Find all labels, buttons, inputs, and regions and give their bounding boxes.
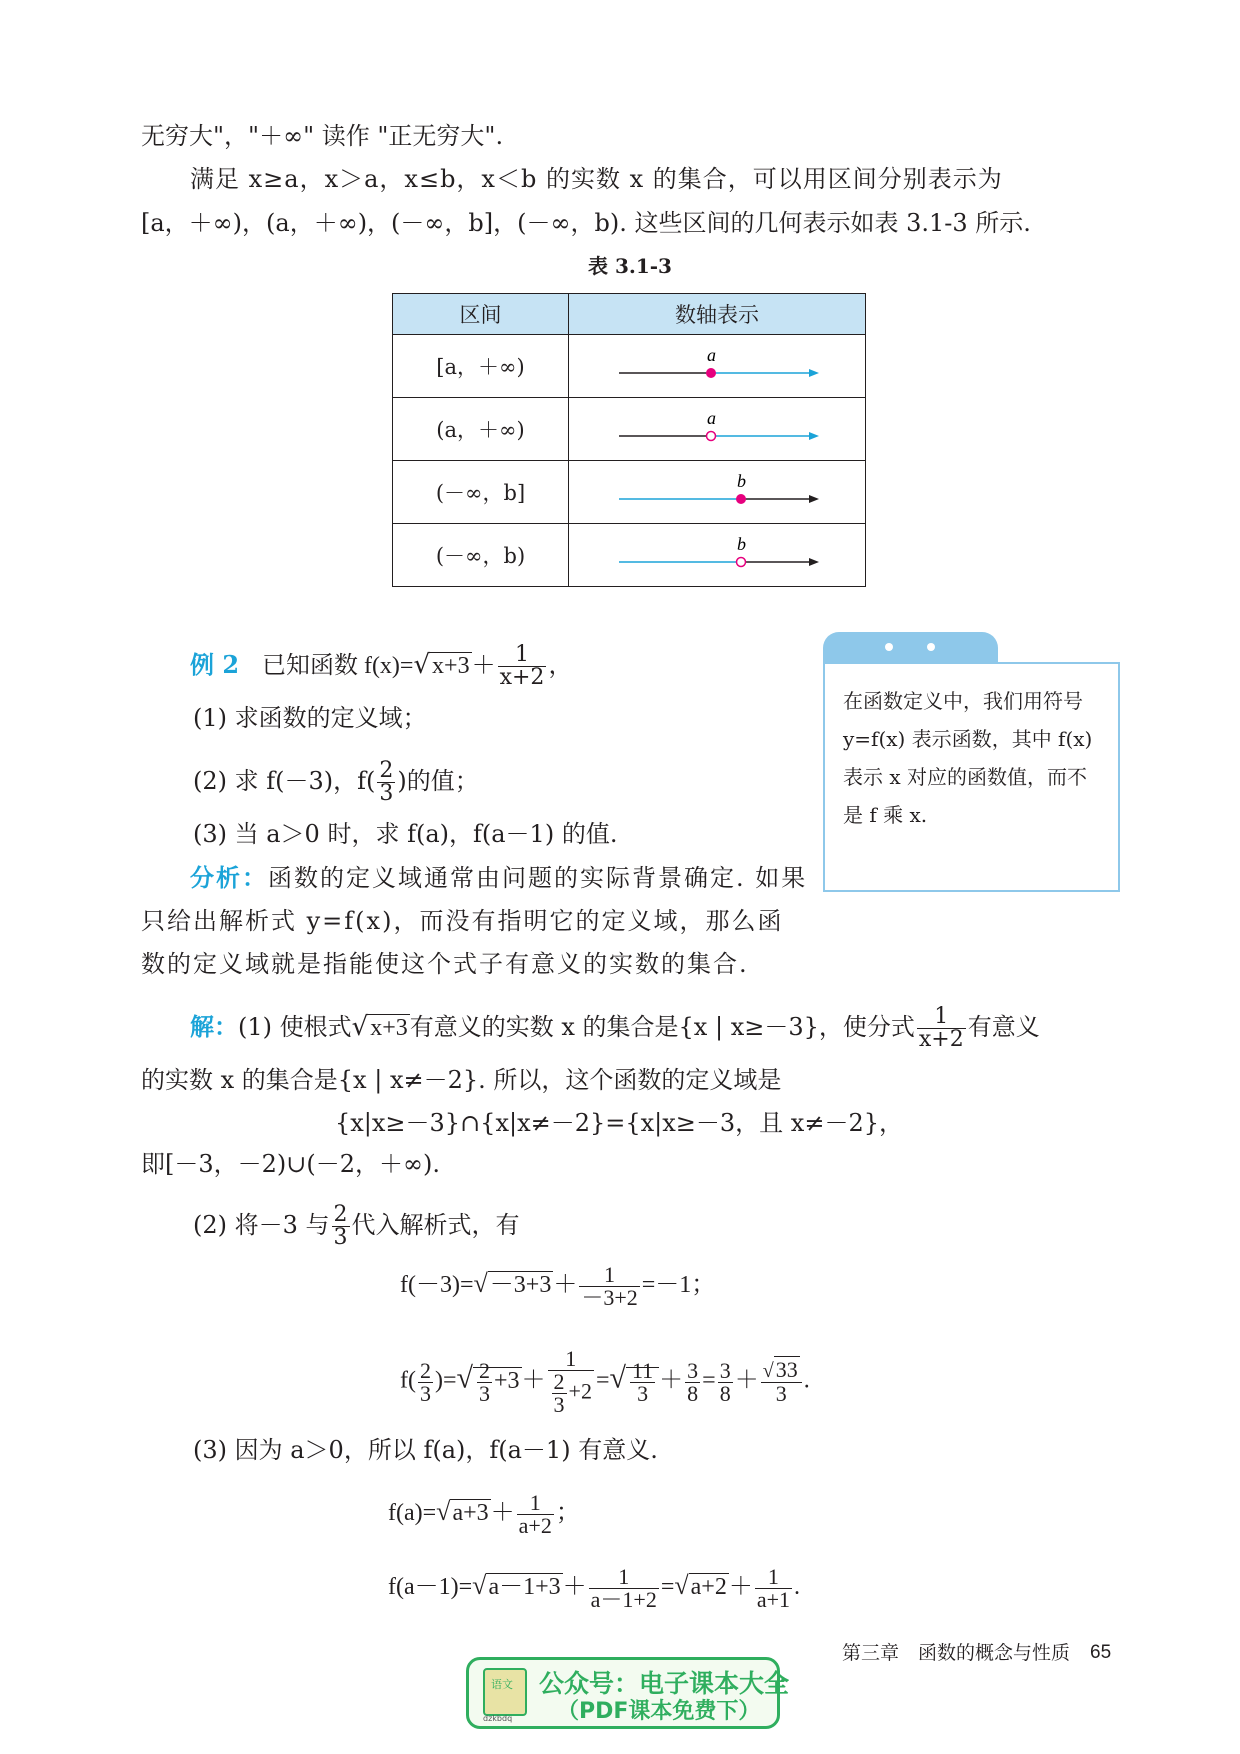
fraction-numerator: 2 — [333, 1202, 348, 1227]
solution-text: (1) 使根式 — [238, 1013, 352, 1041]
fraction — [477, 1357, 492, 1406]
fraction — [917, 1006, 966, 1051]
sqrt-expression: x+3 — [432, 653, 470, 679]
chapter-footer: 第三章 函数的概念与性质 — [842, 1642, 1071, 1664]
sqrt-expression: a－1+3 — [488, 1574, 561, 1601]
equation-text: f(a－1)= — [388, 1574, 473, 1601]
equation-text: . — [803, 1367, 810, 1394]
fraction — [377, 760, 395, 805]
fraction-denominator: 3 — [478, 1380, 490, 1406]
equation-text: f(－3)= — [400, 1272, 474, 1299]
fraction-denominator: 3 — [419, 1380, 431, 1406]
side-note — [823, 662, 1120, 892]
fraction — [589, 1566, 659, 1611]
fraction-numerator: 2 — [379, 758, 394, 783]
fraction-denominator: a+2 — [518, 1513, 552, 1538]
table-caption: 表 3.1-3 — [588, 254, 672, 278]
solution-part-2 — [193, 1204, 520, 1249]
equation-3: f(a)=√a+3＋ $\frac{1}{a+2}$ ； — [388, 1490, 580, 1538]
number-line-cell — [569, 335, 866, 398]
question-2 — [193, 760, 479, 805]
fraction — [498, 644, 547, 689]
plus-sign: ＋ — [562, 1574, 587, 1601]
sqrt-expression: x+3 — [370, 1015, 408, 1041]
note-dot — [885, 643, 893, 651]
point-label: b — [737, 471, 746, 491]
fraction-denominator: a－1+2 — [590, 1587, 657, 1612]
number-line-diagram — [569, 335, 865, 392]
fraction-numerator: 1 — [517, 1492, 554, 1515]
equation-4: f(a－1)=√a－1+3＋ $\frac{1}{a-1+2}$ =√a+2＋ $\frac{1}{a+1}$ . — [388, 1564, 801, 1612]
solution-set-equation: {x|x≥－3}∩{x|x≠－2}={x|x≥－3，且 x≠－2}， — [335, 1109, 903, 1137]
interval-cell: (－∞，b) — [393, 524, 569, 587]
badge-line-1: 公众号：电子课本大全 — [539, 1669, 790, 1698]
analysis-line-1 — [190, 862, 807, 894]
table-row — [393, 335, 866, 398]
equation-2: f( $\frac{2}{3}$ )=√ $\frac{2}{3}$ +3＋ 1 $\frac{2}{3}$ +2 =√ $\frac{11}{3}$ ＋ $\frac{3}{8}$ = $\frac{3}{8}$ ＋ $\frac{√33}{3}$ . — [400, 1346, 810, 1417]
text-line-1: 无穷大"，"＋∞" 读作 "正无穷大". — [141, 122, 504, 150]
fraction-denominator: x+2 — [918, 1027, 964, 1052]
table-row — [393, 461, 866, 524]
fraction-numerator: 2 — [553, 1369, 565, 1394]
plus-sign: ＋ — [734, 1367, 759, 1394]
fraction-numerator: 1 — [917, 1006, 966, 1029]
fraction-numerator: 2 — [419, 1357, 431, 1383]
question-1: (1) 求函数的定义域； — [193, 704, 427, 732]
table-row — [393, 398, 866, 461]
sqrt-expression: a+3 — [452, 1500, 489, 1527]
fraction — [718, 1357, 733, 1406]
fraction-denominator: 3 — [775, 1381, 787, 1406]
plus-sign: ＋ — [490, 1500, 515, 1527]
plus-sign: ＋ — [471, 651, 496, 679]
badge-line-2: （PDF课本免费下） — [557, 1699, 761, 1724]
side-note-text: 在函数定义中，我们用符号 y=f(x) 表示函数，其中 f(x) 表示 x 对应的函数值，而不是 f 乘 x. — [843, 689, 1093, 827]
solution-part-3: (3) 因为 a＞0，所以 f(a)，f(a－1) 有意义. — [193, 1436, 658, 1464]
fraction — [517, 1492, 554, 1537]
example-label: 例 2 — [190, 650, 240, 679]
equation-text: f( — [400, 1367, 416, 1394]
number-line-diagram — [569, 398, 865, 455]
sqrt-expression: a+2 — [690, 1574, 727, 1601]
fraction — [332, 1204, 350, 1249]
fraction-denominator: 3 — [333, 1225, 348, 1250]
table-header-number-line: 数轴表示 — [569, 294, 866, 335]
equation-1: f(－3)=√－3+3＋ $\frac{1}{-3+2}$ =－1； — [400, 1262, 716, 1310]
point-label: a — [707, 345, 716, 365]
table-row — [393, 524, 866, 587]
table-header-interval: 区间 — [393, 294, 569, 335]
fraction-numerator: 1 — [548, 1348, 594, 1371]
equation-text: =－1； — [641, 1272, 716, 1299]
fraction-denominator: 8 — [719, 1380, 731, 1406]
fraction-denominator: －3+2 — [581, 1285, 638, 1310]
equation-text: f(a)= — [388, 1500, 437, 1527]
analysis-text: 函数的定义域通常由问题的实际背景确定. 如果 — [268, 864, 808, 892]
fraction-denominator: 3 — [637, 1380, 649, 1406]
plus-sign: ＋ — [728, 1574, 753, 1601]
fraction-numerator: 1 — [589, 1566, 659, 1589]
equation-text: +3 — [493, 1367, 520, 1394]
fraction-denominator: 8 — [687, 1380, 699, 1406]
note-dot — [927, 643, 935, 651]
point-label: b — [737, 534, 746, 554]
fraction-numerator: 11 — [631, 1357, 654, 1383]
plus-sign: ＋ — [553, 1272, 578, 1299]
fraction-denominator: 3 — [553, 1392, 565, 1417]
fraction: $\frac{√33}{3}$ — [761, 1359, 802, 1405]
fraction-denominator: 3 — [379, 781, 394, 806]
fraction — [552, 1371, 567, 1416]
number-line-diagram — [569, 461, 865, 518]
plus-sign: ＋ — [521, 1367, 546, 1394]
example-statement: 例 2 已知函数 f(x)=√x+3＋ $\frac{1}{x+2}$ ， — [190, 642, 573, 690]
fraction-numerator: 1 — [498, 644, 547, 667]
solution-line-1: 解：(1) 使根式√x+3有意义的实数 x 的集合是{x | x≥－3}，使分式 $\frac{1}{x+2}$ 有意义 — [190, 1004, 1040, 1052]
question-3: (3) 当 a＞0 时，求 f(a)，f(a－1) 的值. — [193, 820, 618, 848]
fraction-numerator: 3 — [687, 1357, 699, 1383]
watermark-badge — [466, 1657, 790, 1729]
fraction — [630, 1357, 655, 1406]
point-label: a — [707, 408, 716, 428]
equation-text: ； — [555, 1500, 580, 1527]
number-line-cell — [569, 524, 866, 587]
solution-label: 解： — [190, 1012, 238, 1041]
fraction — [755, 1566, 792, 1611]
text-line-2: 满足 x≥a，x＞a，x≤b，x＜b 的实数 x 的集合，可以用区间分别表示为 — [190, 165, 1003, 193]
equation-text: +2 — [568, 1378, 592, 1404]
sqrt-expression: 33 — [775, 1357, 798, 1382]
fraction — [685, 1357, 700, 1406]
badge-sub: dzkbdq — [483, 1714, 513, 1723]
analysis-line-2: 只给出解析式 y=f(x)，而没有指明它的定义域，那么函 — [141, 907, 784, 935]
solution-text: 代入解析式，有 — [351, 1211, 520, 1239]
equation-text: )= — [434, 1367, 457, 1394]
equation-text: = — [595, 1367, 610, 1394]
equation-text: = — [660, 1574, 675, 1601]
page-number: 65 — [1090, 1642, 1112, 1663]
plus-sign: ＋ — [659, 1367, 684, 1394]
number-line-diagram — [569, 524, 865, 581]
solution-text: 有意义 — [967, 1013, 1040, 1041]
interval-cell: [a，＋∞) — [393, 335, 569, 398]
question-2-text: (2) 求 f(－3)，f( — [193, 767, 376, 795]
analysis-label: 分析： — [190, 863, 268, 892]
table-header-row — [393, 294, 866, 335]
book-icon — [483, 1668, 527, 1716]
fraction-denominator: a+1 — [756, 1587, 791, 1612]
fraction-numerator: 3 — [719, 1357, 731, 1383]
solution-text: (2) 将－3 与 — [193, 1211, 330, 1239]
fraction — [418, 1357, 433, 1406]
sqrt-expression: －3+3 — [489, 1272, 552, 1299]
interval-cell: (a，＋∞) — [393, 398, 569, 461]
equation-text: = — [702, 1367, 716, 1394]
interval-cell: (－∞，b] — [393, 461, 569, 524]
compound-fraction — [548, 1348, 594, 1416]
solution-text: 有意义的实数 x 的集合是{x | x≥－3}，使分式 — [409, 1013, 915, 1041]
fraction-numerator: 1 — [579, 1264, 639, 1287]
equation-text: . — [794, 1574, 801, 1601]
example-intro: 已知函数 f(x)= — [261, 653, 414, 679]
interval-table — [392, 293, 866, 587]
question-2-tail: )的值； — [397, 767, 479, 795]
note-tab — [823, 632, 998, 666]
number-line-cell — [569, 461, 866, 524]
fraction — [579, 1264, 639, 1309]
fraction-numerator: 2 — [478, 1357, 490, 1383]
number-line-cell — [569, 398, 866, 461]
punctuation: ， — [548, 651, 573, 679]
book-icon-text: 语文 — [491, 1678, 513, 1691]
text-line-3: [a，＋∞)，(a，＋∞)，(－∞，b]，(－∞，b). 这些区间的几何表示如表 3.1-3 所示. — [141, 209, 1031, 237]
solution-line-2: 的实数 x 的集合是{x | x≠－2}. 所以，这个函数的定义域是 — [141, 1066, 782, 1094]
analysis-line-3: 数的定义域就是指能使这个式子有意义的实数的集合. — [141, 950, 749, 978]
solution-interval: 即[－3，－2)∪(－2，＋∞). — [141, 1150, 440, 1178]
fraction-numerator: 1 — [755, 1566, 792, 1589]
fraction-denominator: x+2 — [499, 665, 545, 690]
